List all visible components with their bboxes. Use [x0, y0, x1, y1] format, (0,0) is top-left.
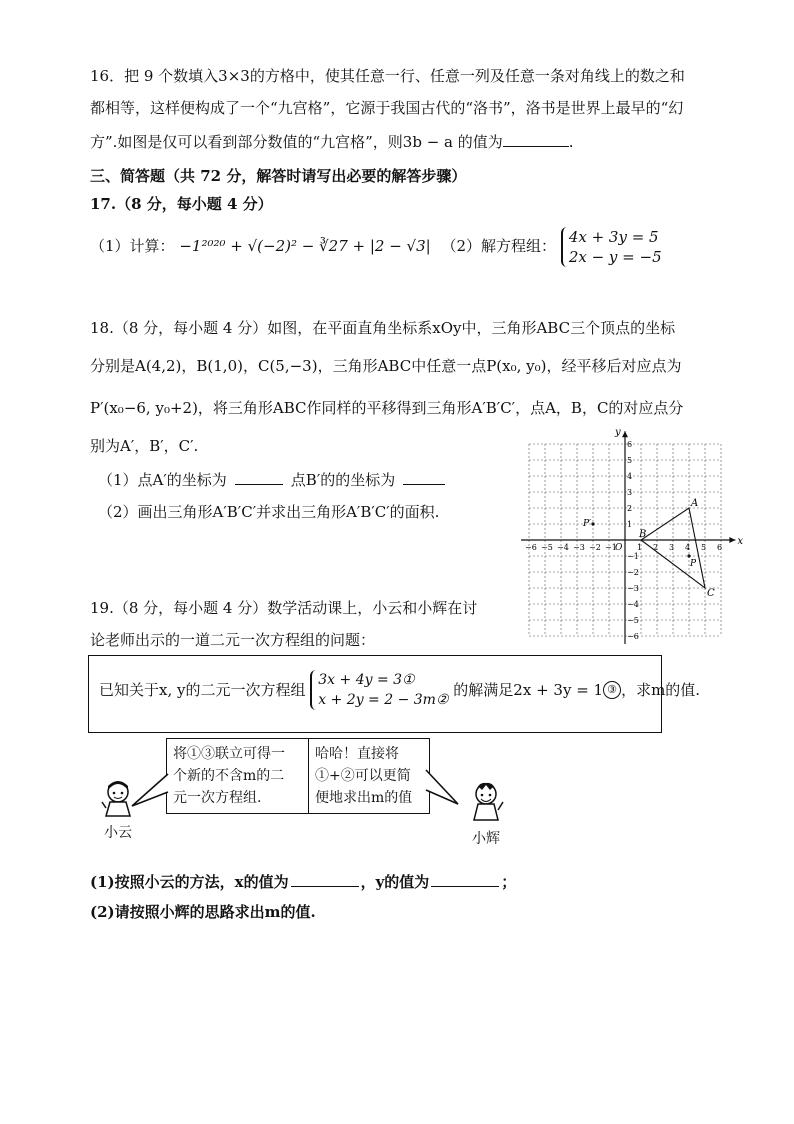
- x-tick-label: 2: [653, 543, 659, 552]
- point-p-label: P: [690, 559, 697, 569]
- point-b-label: B: [639, 529, 647, 540]
- q17-part2-label: （2）解方程组：: [441, 237, 557, 255]
- point-a-label: A: [691, 498, 699, 509]
- q16-answer-blank[interactable]: [503, 132, 569, 147]
- x-tick-label: 5: [701, 543, 707, 552]
- y-tick-label: −2: [627, 568, 639, 577]
- q18-sub2: （2）画出三角形A′B′C′并求出三角形A′B′C′的面积.: [98, 503, 440, 521]
- q17-heading: 17.（8 分，每小题 4 分）: [90, 195, 273, 213]
- q19-box-pre: 已知关于x, y的二元一次方程组: [99, 681, 306, 699]
- q19-problem-box: [88, 655, 701, 733]
- point-p: [687, 554, 690, 557]
- q18-line4: 别为A′，B′，C′.: [90, 437, 199, 455]
- x-tick-label: −1: [605, 543, 617, 552]
- q17-eq1: 4x + 3y = 5: [568, 228, 659, 246]
- q17-expression: −1²⁰²⁰ + √(−2)² − ∛27 + |2 − √3|: [179, 237, 431, 255]
- speech-bubble-xiaoyun: [166, 738, 312, 814]
- y-tick-label: 2: [627, 504, 633, 513]
- q17-parts: [90, 224, 662, 268]
- q19-sub1-b: ，y的值为: [360, 873, 430, 891]
- coordinate-grid: [510, 427, 744, 650]
- x-axis-label: x: [737, 536, 744, 547]
- q17-part1-label: （1）计算：: [90, 237, 175, 255]
- y-tick-label: −1: [627, 552, 639, 561]
- q19-box-eq1: 3x + 4y = 3①: [318, 672, 415, 688]
- q19-line2: 论老师出示的一道二元一次方程组的问题：: [90, 631, 376, 649]
- q18-line3: P′(x₀−6, y₀+2)，将三角形ABC作同样的平移得到三角形A′B′C′，点A，B，C的对应点分: [90, 399, 684, 417]
- q16-line3-text: 方”.如图是仅可以看到部分数值的“九宫格”，则3b − a 的值为: [90, 133, 503, 151]
- bubble2-line3: 便地求出m的值: [315, 790, 413, 806]
- q19-box-content: [99, 670, 700, 710]
- q16-line3-end: .: [568, 133, 574, 151]
- x-tick-label: −5: [541, 543, 553, 552]
- bubble1-line3: 元一次方程组.: [173, 790, 262, 806]
- x-tick-label: −4: [557, 543, 569, 552]
- y-tick-label: −5: [627, 616, 639, 625]
- bubble2-line1: 哈哈！直接将: [315, 746, 399, 762]
- q18-blank-a-prime[interactable]: [235, 470, 283, 485]
- xiaoyun-figure-icon: [98, 778, 138, 818]
- q18-sub1-a: （1）点A′的坐标为: [98, 471, 227, 489]
- q16-line1: 16．把 9 个数填入3×3的方格中，使其任意一行、任意一列及任意一条对角线上的数之和: [90, 67, 685, 85]
- bubble1-line2: 个新的不含m的二: [173, 768, 285, 784]
- x-tick-label: −3: [573, 543, 585, 552]
- x-tick-label: 4: [685, 543, 691, 552]
- q19-box-system: [310, 670, 448, 710]
- y-tick-label: −4: [627, 600, 639, 609]
- y-tick-label: −3: [627, 584, 639, 593]
- x-tick-label: 3: [669, 543, 675, 552]
- y-axis-label: y: [615, 427, 621, 439]
- q19-blank-y[interactable]: [431, 872, 499, 887]
- y-tick-label: 6: [627, 440, 633, 449]
- q19-box-post: ，求m的值.: [621, 681, 701, 699]
- y-tick-label: −6: [627, 632, 639, 641]
- q19-sub1-a: (1)按照小云的方法，x的值为: [90, 873, 289, 891]
- q18-blank-b-prime[interactable]: [403, 470, 445, 485]
- point-c-label: C: [707, 588, 715, 599]
- bubble1-line1: 将①③联立可得一: [173, 746, 285, 762]
- q17-equation-system: [561, 227, 662, 267]
- xiaohui-figure-icon: [466, 780, 506, 822]
- q18-line1: 18.（8 分，每小题 4 分）如图，在平面直角坐标系xOy中，三角形ABC三个顶点的坐标: [90, 319, 676, 337]
- q17-eq2: 2x − y = −5: [568, 248, 662, 266]
- x-axis-arrow-icon: [729, 537, 735, 543]
- section3-heading: 三、简答题（共 72 分，解答时请写出必要的解答步骤）: [90, 167, 467, 185]
- q19-box-eq2: x + 2y = 2 − 3m②: [318, 692, 449, 708]
- q18-line2: 分别是A(4,2)，B(1,0)，C(5,−3)，三角形ABC中任意一点P(x₀, y₀)，经平移后对应点为: [90, 357, 682, 375]
- q19-sub1: [90, 872, 516, 892]
- q18-sub1: [98, 470, 445, 490]
- point-p-prime-label: P′: [583, 519, 592, 529]
- xiaoyun-name: 小云: [104, 825, 132, 841]
- y-tick-label: 4: [627, 472, 633, 481]
- q19-line1: 19.（8 分，每小题 4 分）数学活动课上，小云和小辉在讨: [90, 599, 478, 617]
- y-axis-arrow-icon: [622, 431, 628, 437]
- xiaohui-name: 小辉: [472, 831, 500, 847]
- point-p-prime: [591, 522, 594, 525]
- q19-blank-x[interactable]: [291, 872, 359, 887]
- q19-box-circled-number: ③: [603, 681, 621, 699]
- x-tick-label: 1: [637, 543, 643, 552]
- origin-label: O: [615, 543, 623, 553]
- y-tick-label: 5: [627, 456, 633, 465]
- q18-sub1-b: 点B′的的坐标为: [290, 471, 396, 489]
- x-tick-label: −6: [525, 543, 537, 552]
- q16-line3: [90, 132, 574, 152]
- x-tick-label: −2: [589, 543, 601, 552]
- q19-box-mid: 的解满足2x + 3y = 1: [453, 681, 604, 699]
- bubble2-line2: ①+②可以更简: [315, 768, 411, 784]
- y-tick-label: 3: [627, 488, 633, 497]
- bubble2-tail: [424, 764, 464, 814]
- y-tick-label: 1: [627, 520, 633, 529]
- q19-sub1-c: ；: [501, 873, 517, 891]
- speech-bubble-xiaohui: [308, 738, 430, 814]
- x-tick-label: 6: [717, 543, 723, 552]
- q19-sub2: (2)请按照小辉的思路求出m的值.: [90, 903, 316, 921]
- q16-line2: 都相等，这样便构成了一个“九宫格”，它源于我国古代的“洛书”，洛书是世界上最早的“幻: [90, 99, 684, 117]
